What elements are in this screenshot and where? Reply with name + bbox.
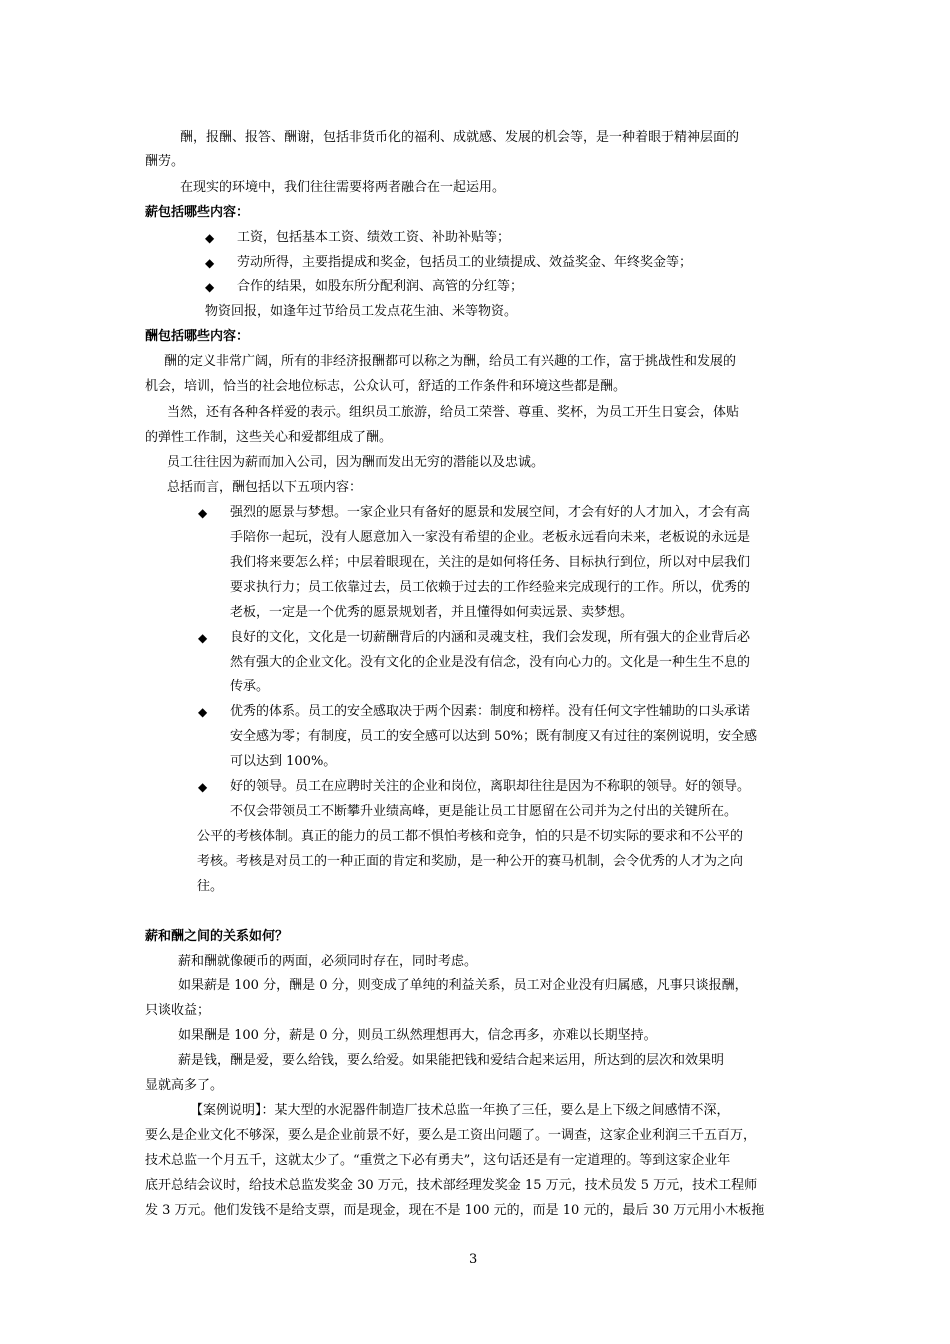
relation-line-2a: 如果薪是 100 分，酬是 0 分，则变成了单纯的利益关系，员工对企业没有归属感，凡事只谈报酬， bbox=[178, 978, 748, 993]
reward-item-1-line: 手陪你一起玩，没有人愿意加入一家没有希望的企业。老板永远看向未来，老板说的永远是 bbox=[230, 530, 751, 545]
salary-item-3: 合作的结果，如股东所分配利润、高管的分红等； bbox=[237, 279, 524, 294]
reward-p1-line-1: 酬的定义非常广阔，所有的非经济报酬都可以称之为酬，给员工有兴趣的工作，富于挑战性和发展的 bbox=[164, 354, 737, 369]
case-line: 技术总监一个月五千，这就太少了。“重赏之下必有勇夫”，这句话还是有一定道理的。等到这家企业年 bbox=[145, 1153, 731, 1168]
case-line: 底开总结会议时，给技术总监发奖金 30 万元，技术部经理发奖金 15 万元，技术员发 5 万元，技术工程师 bbox=[145, 1178, 758, 1193]
reward-item-3-line: 优秀的体系。员工的安全感取决于两个因素：制度和榜样。没有任何文字性辅助的口头承诺 bbox=[230, 704, 751, 719]
page-number: 3 bbox=[469, 1252, 478, 1267]
reward-p2-line-2: 的弹性工作制，这些关心和爱都组成了酬。 bbox=[145, 430, 393, 445]
reward-p2-line-1: 当然，还有各种各样爱的表示。组织员工旅游，给员工荣誉、尊重、奖杯，为员工开生日宴会，体贴 bbox=[167, 405, 740, 420]
reward-p3: 员工往往因为薪而加入公司，因为酬而发出无穷的潜能以及忠诚。 bbox=[167, 455, 545, 470]
diamond-bullet-icon: ◆ bbox=[198, 631, 208, 645]
intro-line-3: 在现实的环境中，我们往往需要将两者融合在一起运用。 bbox=[180, 180, 506, 195]
diamond-bullet-icon: ◆ bbox=[198, 705, 208, 719]
relation-line-4b: 显就高多了。 bbox=[145, 1078, 224, 1093]
diamond-bullet-icon: ◆ bbox=[198, 506, 208, 520]
salary-item-2: 劳动所得，主要指提成和奖金，包括员工的业绩提成、效益奖金、年终奖金等； bbox=[237, 255, 693, 270]
diamond-bullet-icon: ◆ bbox=[205, 231, 215, 245]
relation-line-4a: 薪是钱，酬是爱，要么给钱，要么给爱。如果能把钱和爱结合起来运用，所达到的层次和效果明 bbox=[178, 1053, 725, 1068]
relation-heading: 薪和酬之间的关系如何？ bbox=[145, 929, 289, 944]
intro-line-2: 酬劳。 bbox=[145, 154, 185, 169]
case-line: 发 3 万元。他们发钱不是给支票，而是现金，现在不是 100 元的，而是 10 元的，最后 30 万元用小木板拖 bbox=[145, 1203, 765, 1218]
case-line: 要么是企业文化不够深，要么是企业前景不好，要么是工资出问题了。一调查，这家企业利润三千五百万， bbox=[145, 1128, 757, 1143]
relation-line-3: 如果酬是 100 分，薪是 0 分，则员工纵然理想再大，信念再多，亦难以长期坚持。 bbox=[178, 1028, 657, 1043]
reward-item-5-line: 往。 bbox=[197, 879, 224, 894]
reward-p4: 总括而言，酬包括以下五项内容： bbox=[167, 480, 363, 495]
reward-item-1-line: 我们将来要怎么样；中层着眼现在，关注的是如何将任务、目标执行到位，所以对中层我们 bbox=[230, 555, 751, 570]
reward-item-2-line: 然有强大的企业文化。没有文化的企业是没有信念，没有向心力的。文化是一种生生不息的 bbox=[230, 655, 751, 670]
reward-item-1-line: 强烈的愿景与梦想。一家企业只有备好的愿景和发展空间，才会有好的人才加入，才会有高 bbox=[230, 505, 751, 520]
diamond-bullet-icon: ◆ bbox=[205, 256, 215, 270]
salary-extra: 物资回报，如逢年过节给员工发点花生油、米等物资。 bbox=[205, 304, 518, 319]
reward-item-4-line: 好的领导。员工在应聘时关注的企业和岗位，离职却往往是因为不称职的领导。好的领导。 bbox=[230, 779, 751, 794]
diamond-bullet-icon: ◆ bbox=[205, 280, 215, 294]
reward-item-4-line: 不仅会带领员工不断攀升业绩高峰，更是能让员工甘愿留在公司并为之付出的关键所在。 bbox=[230, 804, 738, 819]
intro-line-1: 酬，报酬、报答、酬谢，包括非货币化的福利、成就感、发展的机会等，是一种着眼于精神层面的 bbox=[180, 130, 740, 145]
reward-heading: 酬包括哪些内容： bbox=[145, 329, 250, 344]
relation-line-2b: 只谈收益； bbox=[145, 1003, 211, 1018]
case-line: 【案例说明】：某大型的水泥器件制造厂技术总监一年换了三任，要么是上下级之间感情不深， bbox=[190, 1103, 730, 1118]
reward-item-3-line: 安全感为零；有制度，员工的安全感可以达到 50%；既有制度又有过往的案例说明，安全感 bbox=[230, 729, 758, 744]
reward-item-5-line: 公平的考核体制。真正的能力的员工都不惧怕考核和竞争，怕的只是不切实际的要求和不公平的 bbox=[197, 829, 744, 844]
reward-item-1-line: 要求执行力；员工依靠过去，员工依赖于过去的工作经验来完成现行的工作。所以，优秀的 bbox=[230, 580, 751, 595]
reward-item-2-line: 良好的文化，文化是一切薪酬背后的内涵和灵魂支柱，我们会发现，所有强大的企业背后必 bbox=[230, 630, 751, 645]
salary-heading: 薪包括哪些内容： bbox=[145, 205, 250, 220]
salary-item-1: 工资，包括基本工资、绩效工资、补助补贴等； bbox=[237, 230, 511, 245]
reward-p1-line-2: 机会，培训，恰当的社会地位标志，公众认可，舒适的工作条件和环境这些都是酬。 bbox=[145, 379, 627, 394]
reward-item-5-line: 考核。考核是对员工的一种正面的肯定和奖励，是一种公开的赛马机制，会令优秀的人才为之向 bbox=[197, 854, 744, 869]
relation-line-1: 薪和酬就像硬币的两面，必须同时存在，同时考虑。 bbox=[178, 954, 478, 969]
reward-item-3-line: 可以达到 100%。 bbox=[230, 754, 337, 769]
reward-item-1-line: 老板，一定是一个优秀的愿景规划者，并且懂得如何卖远景、卖梦想。 bbox=[230, 605, 634, 620]
diamond-bullet-icon: ◆ bbox=[198, 780, 208, 794]
reward-item-2-line: 传承。 bbox=[230, 679, 270, 694]
